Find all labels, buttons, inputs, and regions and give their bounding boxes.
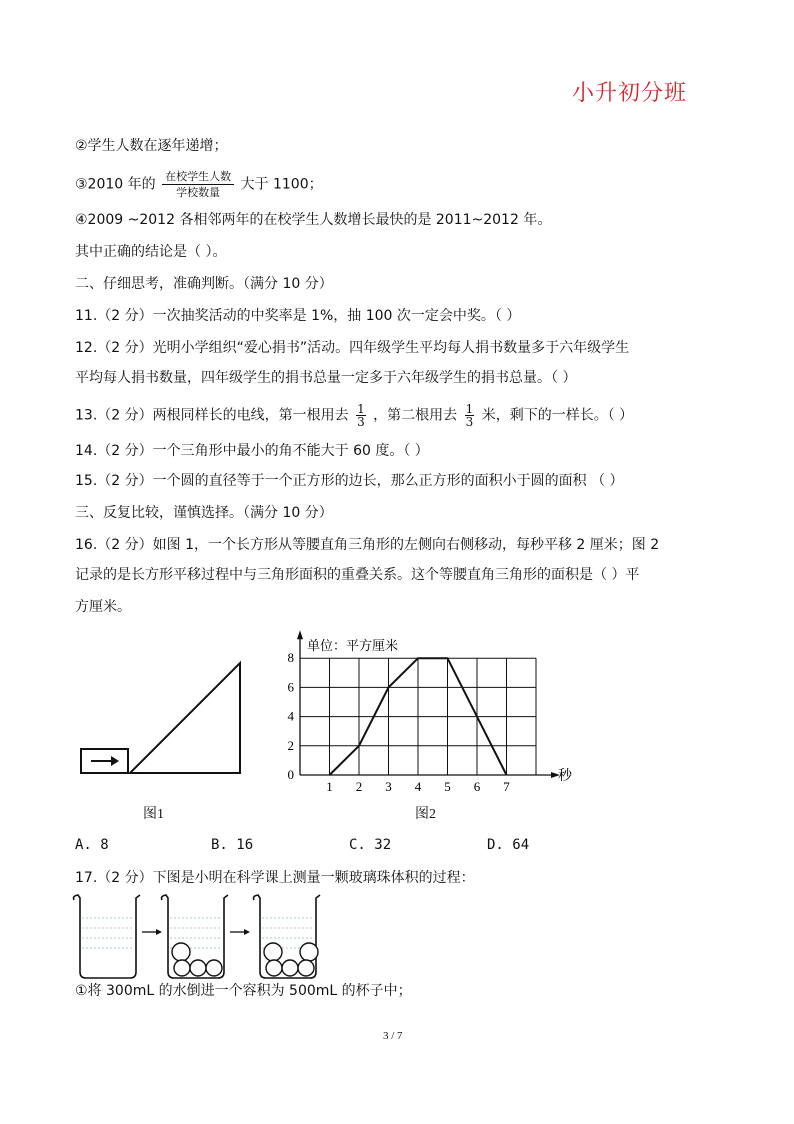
beaker-1 [74,895,141,978]
arrow-head-icon [111,756,119,766]
chart-unit-label: 单位：平方厘米 [307,638,399,653]
figure-2-chart [282,628,582,798]
y-tick-label: 6 [287,679,294,695]
x-tick-label: 3 [385,779,392,794]
choice-c[interactable]: C. 32 [349,837,392,853]
question-13-middle: ，第二根用去 [373,407,458,424]
fraction-numerator: 1 [357,402,365,416]
fraction-one-third-b [465,403,475,428]
question-15: 15.（2 分）一个圆的直径等于一个正方形的边长，那么正方形的面积小于圆的面积 （ ） [75,473,624,489]
figure-1-caption: 图1 [143,807,164,822]
y-tick-label: 2 [287,737,294,753]
figure-2-caption: 图2 [415,807,436,822]
question-16-line-3: 方厘米。 [75,599,131,615]
students-per-school-fraction [162,170,234,199]
beaker-3 [254,895,321,978]
statement-3 [75,170,323,199]
chart-grid [300,658,536,775]
section-3-heading: 三、反复比较，谨慎选择。（满分 10 分） [75,505,333,521]
question-12-line-2: 平均每人捐书数量，四年级学生的捐书总量一定多于六年级学生的捐书总量。（ ） [75,370,577,386]
question-17: 17.（2 分）下图是小明在科学课上测量一颗玻璃珠体积的过程： [75,870,475,886]
y-axis-arrow-icon [297,630,303,639]
statement-3-suffix: 大于 1100； [240,176,323,193]
statement-2: ②学生人数在逐年递增； [75,138,228,154]
question-13-prefix: 13.（2 分）两根同样长的电线，第一根用去 [75,407,349,424]
fraction-denominator: 学校数量 [176,186,221,199]
fraction-one-third-a [356,403,366,428]
question-16-line-2: 记录的是长方形平移过程中与三角形面积的重叠关系。这个等腰直角三角形的面积是（ ）平 [75,567,640,583]
choice-b[interactable]: B. 16 [211,837,254,853]
x-tick-label: 1 [326,779,333,794]
brand-title: 小升初分班 [572,81,688,106]
x-tick-label: 2 [355,779,363,794]
y-tick-label: 8 [287,650,294,666]
question-16-line-1: 16.（2 分）如图 1，一个长方形从等腰直角三角形的左侧向右侧移动，每秒平移 2 厘米；图 2 [75,537,660,553]
x-tick-label: 7 [503,779,510,794]
section-2-heading: 二、仔细思考，准确判断。（满分 10 分） [75,276,333,292]
answer-prompt: 其中正确的结论是（ ）。 [75,244,227,260]
arrow-right-icon [230,929,250,935]
page-number: 3 / 7 [383,1030,403,1042]
y-tick-label: 4 [287,708,294,724]
x-tick-label: 4 [414,779,422,794]
question-13 [75,403,633,428]
fraction-numerator: 1 [465,402,474,416]
arrow-right-icon [142,929,162,935]
choice-d[interactable]: D. 64 [487,837,530,853]
beaker-diagram [72,890,334,980]
question-14: 14.（2 分）一个三角形中最小的角不能大于 60 度。（ ） [75,443,429,459]
x-tick-label: 5 [444,779,451,794]
figure-1 [75,655,250,780]
statement-3-prefix: ③2010 年的 [75,176,156,193]
statement-4: ④2009 ~2012 各相邻两年的在校学生人数增长最快的是 2011~2012 年。 [75,212,552,228]
question-12-line-1: 12.（2 分）光明小学组织“爱心捐书”活动。四年级学生平均每人捐书数量多于六年级学生 [75,340,630,356]
choice-a[interactable]: A. 8 [75,837,109,853]
isosceles-right-triangle [130,663,240,773]
fraction-denominator: 3 [465,415,474,429]
y-tick-label: 0 [287,767,294,782]
x-tick-label: 6 [473,779,481,794]
fraction-denominator: 3 [357,415,365,429]
question-13-suffix: 米，剩下的一样长。（ ） [481,407,634,424]
chart-x-axis-label: 秒 [558,769,572,784]
question-11: 11.（2 分）一次抽奖活动的中奖率是 1%，抽 100 次一定会中奖。（ ） [75,308,521,324]
question-17-step-1: ①将 300mL 的水倒进一个容积为 500mL 的杯子中； [75,983,412,999]
fraction-numerator: 在校学生人数 [162,170,234,185]
beaker-2 [162,895,229,978]
